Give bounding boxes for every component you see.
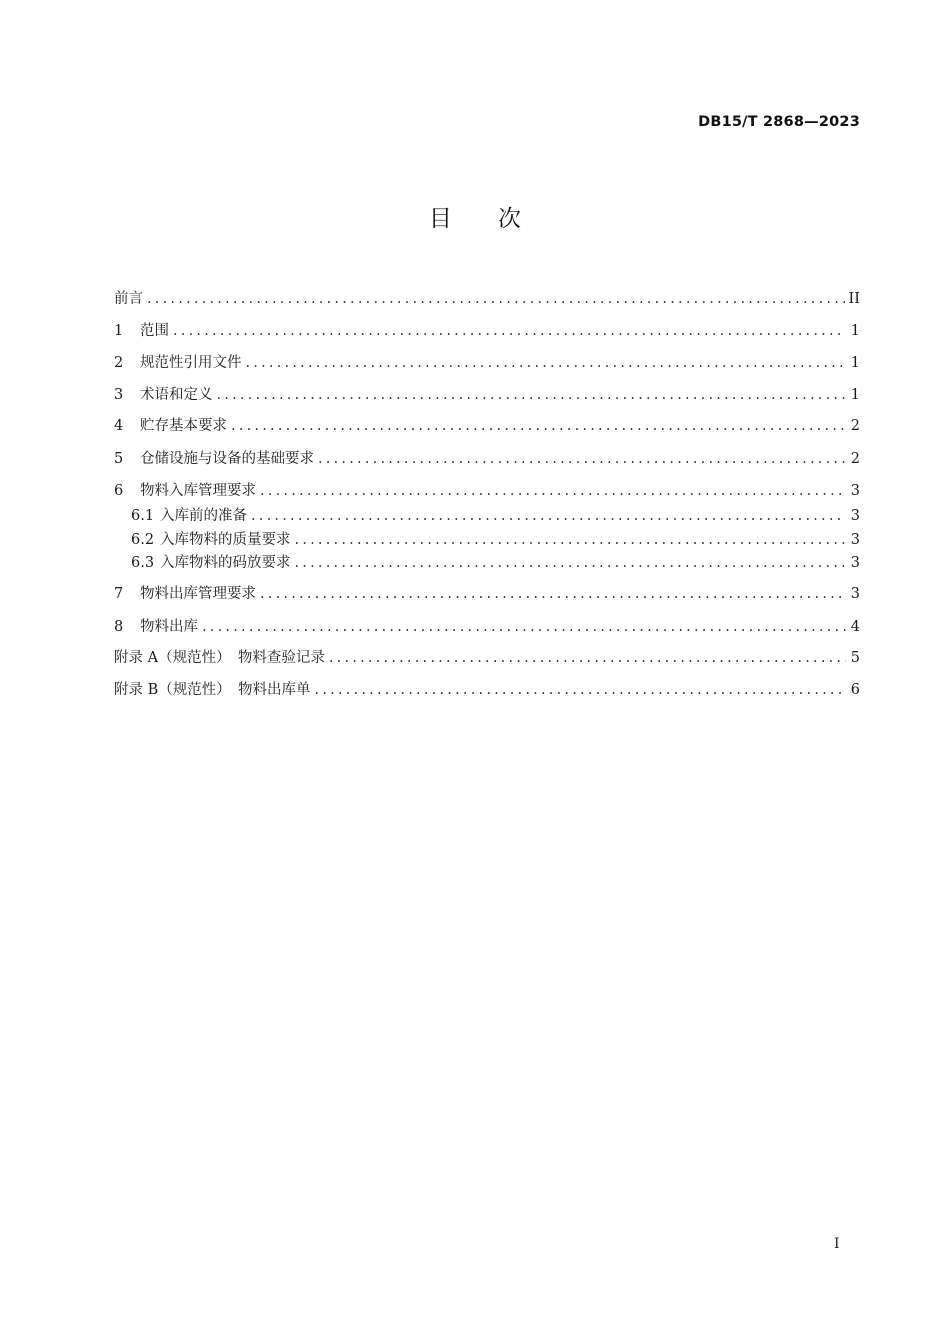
toc-leader-dots: [318, 449, 846, 469]
toc-entry-number: 7: [114, 586, 124, 602]
toc-entry-label: 物料出库管理要求: [140, 586, 256, 602]
toc-entry-label: 术语和定义: [140, 387, 213, 403]
toc-entry-label: 入库前的准备: [160, 508, 247, 524]
toc-entry-page: 5: [850, 650, 860, 666]
toc-entry-number: 4: [114, 418, 124, 434]
toc-leader-dots: [231, 416, 846, 436]
toc-leader-dots: [295, 530, 847, 550]
toc-entry-page: 1: [850, 355, 860, 371]
toc-entry-page: II: [848, 291, 860, 307]
toc-entry-page: 2: [850, 418, 860, 434]
toc-leader-dots: [295, 553, 847, 573]
toc-entry-3[interactable]: [114, 385, 860, 405]
toc-entry-page: 3: [850, 508, 860, 524]
toc-entry-label: 范围: [140, 323, 169, 339]
toc-entry-number: 8: [114, 619, 124, 635]
toc-entry-page: 2: [850, 451, 860, 467]
toc-entry-label: 入库物料的码放要求: [160, 555, 291, 571]
toc-entry-label: 附录 B（规范性） 物料出库单: [114, 682, 311, 698]
toc-entry-page: 3: [850, 555, 860, 571]
toc-leader-dots: [251, 506, 846, 526]
toc-entry-number: 3: [114, 387, 124, 403]
toc-entry-number: 6.2: [131, 532, 155, 548]
toc-entry-number: 6.3: [131, 555, 155, 571]
toc-entry-page: 3: [850, 483, 860, 499]
toc-leader-dots: [147, 289, 845, 309]
title-part-1: 目: [428, 206, 452, 232]
toc-entry-label: 入库物料的质量要求: [160, 532, 291, 548]
toc-entry-page: 6: [850, 682, 860, 698]
toc-entry-label: 物料出库: [140, 619, 198, 635]
toc-entry-page: 3: [850, 586, 860, 602]
page-number: I: [834, 1236, 840, 1252]
toc-entry-number: 2: [114, 355, 124, 371]
toc-entry-6-2[interactable]: [131, 530, 860, 550]
toc-entry-2[interactable]: [114, 353, 860, 373]
toc-entry-6-3[interactable]: [131, 553, 860, 573]
toc-entry-label: 前言: [114, 291, 143, 307]
toc-leader-dots: [202, 617, 846, 637]
toc-entry-page: 1: [850, 387, 860, 403]
standard-code: DB15/T 2868—2023: [698, 114, 860, 130]
toc-entry-7[interactable]: [114, 584, 860, 604]
toc-entry-label: 贮存基本要求: [140, 418, 227, 434]
toc-entry-label: 规范性引用文件: [140, 355, 242, 371]
toc-entry-6-1[interactable]: [131, 506, 860, 526]
page-title: [0, 200, 950, 233]
toc-entry-4[interactable]: [114, 416, 860, 436]
toc-leader-dots: [260, 481, 846, 501]
toc-leader-dots: [173, 321, 846, 341]
toc-entry-page: 4: [850, 619, 860, 635]
toc-entry-8[interactable]: [114, 617, 860, 637]
toc-entry-label: 物料入库管理要求: [140, 483, 256, 499]
toc-entry-page: 1: [850, 323, 860, 339]
toc-leader-dots: [329, 648, 846, 668]
toc-entry-6[interactable]: [114, 481, 860, 501]
toc-entry-foreword[interactable]: [114, 289, 860, 309]
toc-entry-number: 1: [114, 323, 124, 339]
toc-entry-page: 3: [850, 532, 860, 548]
title-part-2: 次: [498, 206, 522, 232]
toc-entry-1[interactable]: [114, 321, 860, 341]
toc-leader-dots: [217, 385, 847, 405]
toc-entry-5[interactable]: [114, 449, 860, 469]
toc-leader-dots: [315, 680, 846, 700]
toc-entry-appendix-b[interactable]: [114, 680, 860, 700]
toc-entry-number: 6.1: [131, 508, 155, 524]
toc-entry-label: 仓储设施与设备的基础要求: [140, 451, 314, 467]
toc-entry-number: 6: [114, 483, 124, 499]
toc-entry-number: 5: [114, 451, 124, 467]
toc-entry-appendix-a[interactable]: [114, 648, 860, 668]
toc-entry-label: 附录 A（规范性） 物料查验记录: [114, 650, 325, 666]
toc-leader-dots: [246, 353, 847, 373]
toc-leader-dots: [260, 584, 846, 604]
